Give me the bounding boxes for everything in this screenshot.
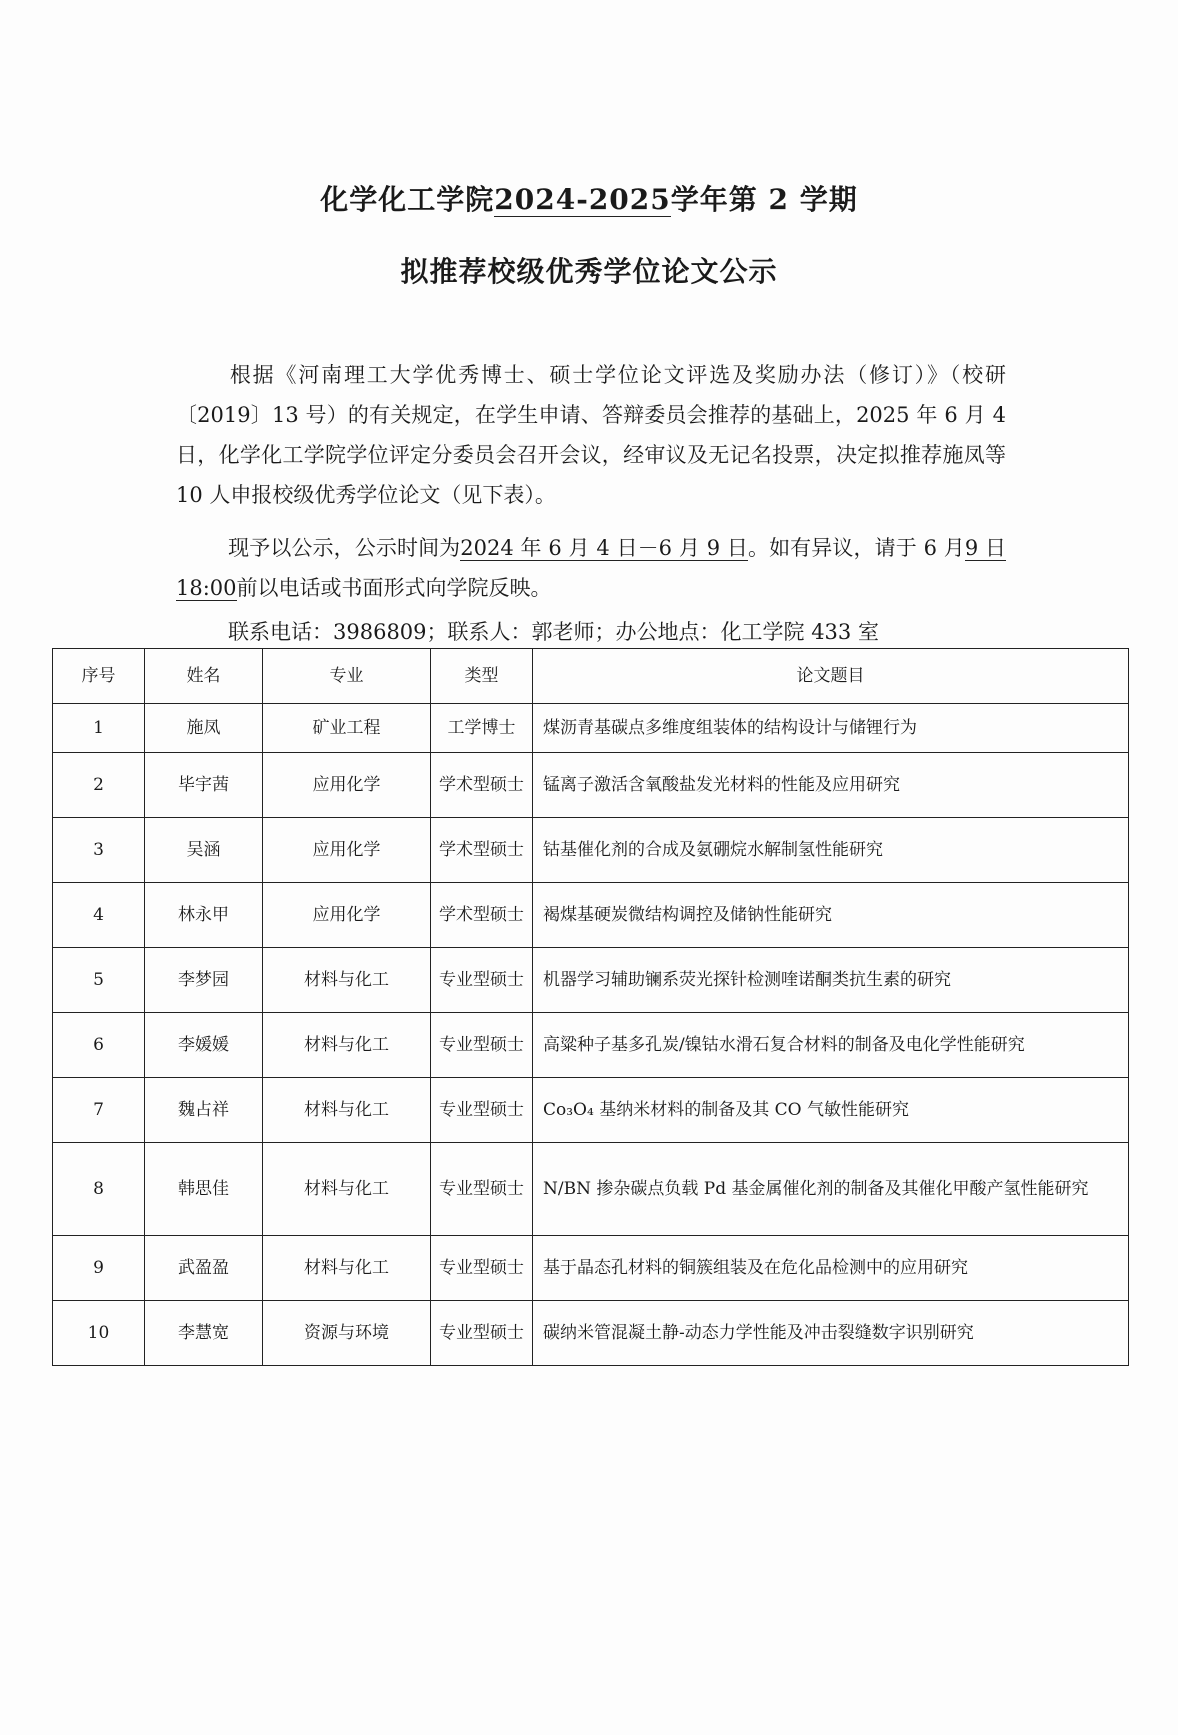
paragraph-2-period: 2024 年 6 月 4 日－6 月 9 日 bbox=[460, 536, 748, 560]
paragraph-1 bbox=[176, 355, 1006, 515]
contact-line: 联系电话：3986809；联系人：郭老师；办公地点：化工学院 433 室 bbox=[228, 620, 879, 644]
paragraph-2-deadline: 9 日 18:00 bbox=[176, 536, 1007, 600]
cell-type: 专业型硕士 bbox=[431, 1236, 533, 1301]
cell-major: 资源与环境 bbox=[263, 1301, 431, 1366]
header-type: 类型 bbox=[431, 649, 533, 704]
table-header-row bbox=[53, 649, 1129, 704]
cell-name: 林永甲 bbox=[145, 883, 263, 948]
cell-index: 8 bbox=[53, 1143, 145, 1236]
cell-name: 武盈盈 bbox=[145, 1236, 263, 1301]
table-row bbox=[53, 1236, 1129, 1301]
cell-major: 材料与化工 bbox=[263, 1143, 431, 1236]
table-row bbox=[53, 883, 1129, 948]
cell-index: 9 bbox=[53, 1236, 145, 1301]
cell-thesis-title: 基于晶态孔材料的铜簇组装及在危化品检测中的应用研究 bbox=[533, 1236, 1129, 1301]
recommendation-table bbox=[52, 648, 1129, 1366]
cell-type: 专业型硕士 bbox=[431, 1143, 533, 1236]
header-name: 姓名 bbox=[145, 649, 263, 704]
table-row bbox=[53, 753, 1129, 818]
cell-thesis-title: 高粱种子基多孔炭/镍钴水滑石复合材料的制备及电化学性能研究 bbox=[533, 1013, 1129, 1078]
cell-thesis-title: 钴基催化剂的合成及氨硼烷水解制氢性能研究 bbox=[533, 818, 1129, 883]
cell-major: 应用化学 bbox=[263, 818, 431, 883]
cell-thesis-title: N/BN 掺杂碳点负载 Pd 基金属催化剂的制备及其催化甲酸产氢性能研究 bbox=[533, 1143, 1129, 1236]
cell-name: 李慧宽 bbox=[145, 1301, 263, 1366]
cell-thesis-title: Co₃O₄ 基纳米材料的制备及其 CO 气敏性能研究 bbox=[533, 1078, 1129, 1143]
paragraph-2-a: 现予以公示，公示时间为 bbox=[228, 536, 461, 560]
cell-thesis-title: 锰离子激活含氧酸盐发光材料的性能及应用研究 bbox=[533, 753, 1129, 818]
paragraph-2-e: 前以电话或书面形式向学院反映。 bbox=[236, 576, 552, 600]
header-major: 专业 bbox=[263, 649, 431, 704]
cell-thesis-title: 机器学习辅助镧系荧光探针检测喹诺酮类抗生素的研究 bbox=[533, 948, 1129, 1013]
cell-major: 材料与化工 bbox=[263, 1078, 431, 1143]
cell-name: 毕宇茜 bbox=[145, 753, 263, 818]
cell-type: 专业型硕士 bbox=[431, 948, 533, 1013]
cell-major: 应用化学 bbox=[263, 883, 431, 948]
document-title bbox=[0, 178, 1178, 218]
cell-type: 专业型硕士 bbox=[431, 1078, 533, 1143]
cell-name: 韩思佳 bbox=[145, 1143, 263, 1236]
cell-name: 李媛媛 bbox=[145, 1013, 263, 1078]
table-row bbox=[53, 948, 1129, 1013]
table-row bbox=[53, 1078, 1129, 1143]
cell-index: 10 bbox=[53, 1301, 145, 1366]
cell-thesis-title: 碳纳米管混凝土静-动态力学性能及冲击裂缝数字识别研究 bbox=[533, 1301, 1129, 1366]
table-row bbox=[53, 1301, 1129, 1366]
cell-type: 专业型硕士 bbox=[431, 1301, 533, 1366]
cell-major: 矿业工程 bbox=[263, 704, 431, 753]
cell-index: 4 bbox=[53, 883, 145, 948]
cell-index: 3 bbox=[53, 818, 145, 883]
document-subtitle: 拟推荐校级优秀学位论文公示 bbox=[400, 255, 778, 288]
title-part1: 化学化工学院 bbox=[320, 183, 495, 216]
cell-type: 专业型硕士 bbox=[431, 1013, 533, 1078]
header-index: 序号 bbox=[53, 649, 145, 704]
cell-name: 魏占祥 bbox=[145, 1078, 263, 1143]
table-row bbox=[53, 1143, 1129, 1236]
cell-name: 吴涵 bbox=[145, 818, 263, 883]
cell-thesis-title: 煤沥青基碳点多维度组装体的结构设计与储锂行为 bbox=[533, 704, 1129, 753]
cell-type: 学术型硕士 bbox=[431, 818, 533, 883]
cell-type: 工学博士 bbox=[431, 704, 533, 753]
title-year-range: 2024-2025 bbox=[494, 183, 671, 216]
cell-major: 材料与化工 bbox=[263, 948, 431, 1013]
cell-index: 5 bbox=[53, 948, 145, 1013]
table-row bbox=[53, 704, 1129, 753]
cell-index: 6 bbox=[53, 1013, 145, 1078]
cell-type: 学术型硕士 bbox=[431, 753, 533, 818]
header-thesis-title: 论文题目 bbox=[533, 649, 1129, 704]
paragraph-1-text: 根据《河南理工大学优秀博士、硕士学位论文评选及奖励办法（修订）》（校研〔2019〕13 号）的有关规定，在学生申请、答辩委员会推荐的基础上，2025 年 6 月 4 日，化学化工学院学位评定分委员会召开会议，经审议及无记名投票，决定拟推荐施凤等 10 人申报校级优秀学位论文（见下表）。 bbox=[176, 363, 1006, 507]
cell-index: 1 bbox=[53, 704, 145, 753]
title-part3: 学年第 2 学期 bbox=[670, 183, 858, 216]
cell-major: 材料与化工 bbox=[263, 1013, 431, 1078]
table-row bbox=[53, 818, 1129, 883]
paragraph-2 bbox=[176, 528, 1006, 608]
cell-index: 7 bbox=[53, 1078, 145, 1143]
cell-major: 应用化学 bbox=[263, 753, 431, 818]
cell-major: 材料与化工 bbox=[263, 1236, 431, 1301]
cell-type: 学术型硕士 bbox=[431, 883, 533, 948]
cell-name: 李梦园 bbox=[145, 948, 263, 1013]
cell-index: 2 bbox=[53, 753, 145, 818]
paragraph-2-c: 。如有异议，请于 6 月 bbox=[747, 536, 965, 560]
cell-name: 施凤 bbox=[145, 704, 263, 753]
table-row bbox=[53, 1013, 1129, 1078]
cell-thesis-title: 褐煤基硬炭微结构调控及储钠性能研究 bbox=[533, 883, 1129, 948]
